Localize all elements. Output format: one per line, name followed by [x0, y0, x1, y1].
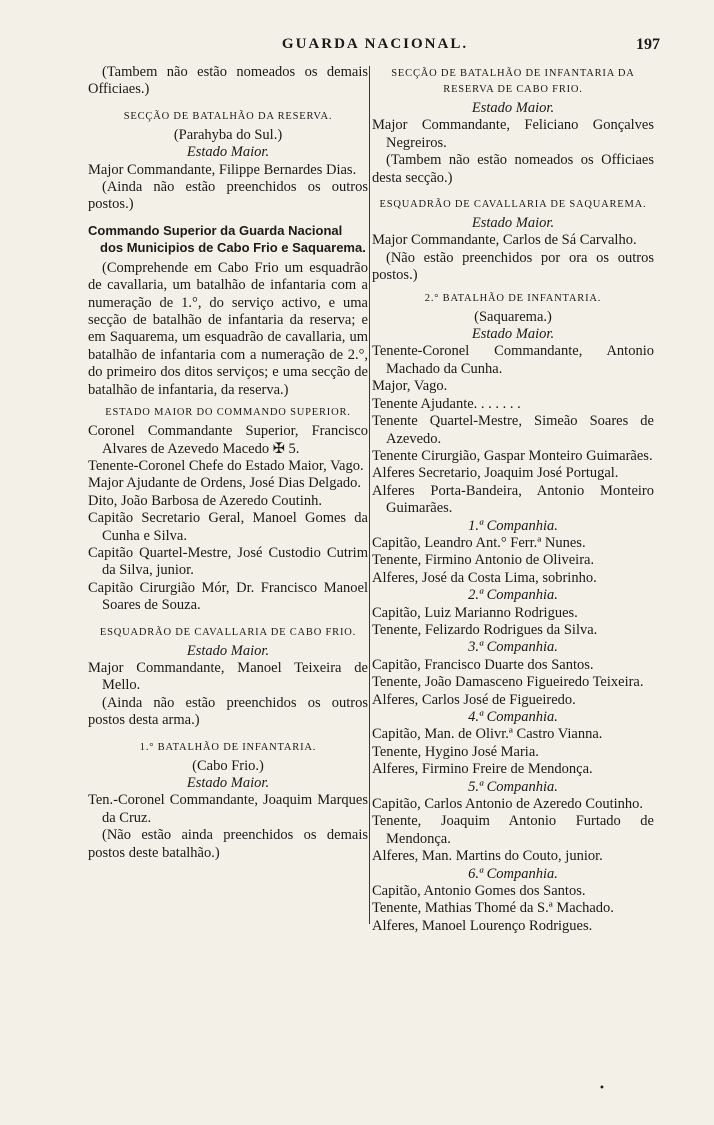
roster-entry: Alferes, Manoel Lourenço Rodrigues. [372, 917, 593, 934]
roster-entry: Major Commandante, Carlos de Sá Carvalho. [372, 232, 637, 249]
roster-entry: Major Commandante, Filippe Bernardes Dias. [88, 161, 357, 178]
roster-entry: Capitão, Francisco Duarte dos Santos. [372, 656, 594, 673]
roster-entry: Dito, João Barbosa de Azeredo Coutinh. [88, 492, 322, 509]
section-heading: ESQUADRÃO DE CAVALLARIA DE CABO FRIO. [99, 626, 357, 638]
subheading: Estado Maior. [471, 215, 555, 232]
company-heading: 3.ª Companhia. [468, 639, 558, 656]
roster-entry: Capitão Quartel-Mestre, José Custodio Cutrim da Silva, junior. [88, 544, 368, 579]
note: (Ainda não estão preenchidos os outros postos.) [88, 179, 368, 213]
subheading: Estado Maior. [186, 144, 270, 161]
roster-entry: Coronel Commandante Superior, Francisco Alvares de Azevedo Macedo ✠ 5. [88, 423, 368, 457]
section-heading: ESQUADRÃO DE CAVALLARIA DE SAQUAREMA. [379, 199, 647, 211]
roster-entry: Alferes Porta-Bandeira, Antonio Monteiro Guimarães. [372, 482, 654, 517]
roster-entry: Capitão, Luiz Marianno Rodrigues. [372, 604, 578, 621]
section-heading: 1.° BATALHÃO DE INFANTARIA. [139, 741, 317, 753]
section-heading: Commando Superior da Guarda Nacional dos Municipios de Cabo Frio e Saquarema. [88, 222, 366, 255]
roster-entry: Capitão, Man. de Olivr.ª Castro Vianna. [372, 726, 603, 743]
roster-entry: Capitão, Carlos Antonio de Azeredo Coutinho. [372, 796, 644, 813]
section-heading: SECÇÃO DE BATALHÃO DA RESERVA. [123, 110, 333, 122]
section-heading: 2.° BATALHÃO DE INFANTARIA. [424, 292, 602, 304]
page-number: 197 [636, 36, 660, 53]
page-header [90, 36, 660, 58]
roster-entry: Capitão, Antonio Gomes dos Santos. [372, 883, 586, 900]
roster-entry: Tenente, Hygino José Maria. [372, 743, 539, 760]
right-column [372, 64, 654, 935]
subheading: Estado Maior. [186, 775, 270, 791]
roster-entry: Major Commandante, Manoel Teixeira de Mello. [88, 659, 368, 694]
place-label: (Cabo Frio.) [192, 757, 264, 774]
left-column [88, 64, 368, 862]
roster-entry: Alferes, Man. Martins do Couto, junior. [372, 848, 603, 865]
place-label: (Saquarema.) [474, 308, 552, 325]
roster-entry: Ten.-Coronel Commandante, Joaquim Marques da Cruz. [88, 792, 368, 826]
subheading: Estado Maior. [471, 100, 555, 116]
company-heading: 4.ª Companhia. [468, 709, 558, 725]
roster-entry: Alferes, Firmino Freire de Mendonça. [372, 761, 593, 778]
roster-entry: Tenente Cirurgião, Gaspar Monteiro Guimarães. [372, 447, 653, 464]
roster-entry: Major Commandante, Feliciano Gonçalves Negreiros. [372, 117, 654, 151]
roster-entry: Capitão, Leandro Ant.° Ferr.ª Nunes. [372, 534, 586, 551]
company-heading: 5.ª Companhia. [468, 778, 558, 795]
place-label: (Parahyba do Sul.) [173, 126, 283, 143]
note: (Tambem não estão nomeados os Officiaes desta secção.) [372, 152, 654, 186]
description-paragraph: (Comprehende em Cabo Frio um esquadrão de cavallaria, um batalhão de infantaria com a numeração de 1.°, do serviço activo, e uma secção de batalhão de infantaria da reserva; e em Saquarema, um esquadrão de cavallaria, um batalhão de infantaria com a numeração de 2.°, do primeiro dos ditos serviços; e uma secção de batalhão de infantaria, da reserva.) [88, 259, 368, 398]
subheading: Estado Maior. [471, 326, 555, 343]
company-heading: 2.ª Companhia. [468, 587, 558, 604]
section-heading: ESTADO MAIOR DO COMMANDO SUPERIOR. [105, 407, 351, 419]
note: (Tambem não estão nomeados os demais Officiaes.) [88, 64, 368, 98]
roster-entry: Tenente-Coronel Commandante, Antonio Machado da Cunha. [372, 343, 654, 377]
roster-entry: Tenente, João Damasceno Figueiredo Teixeira. [372, 674, 644, 691]
subheading: Estado Maior. [186, 642, 270, 659]
footer-mark: • [599, 1083, 605, 1094]
roster-entry: Tenente, Firmino Antonio de Oliveira. [372, 552, 595, 569]
roster-entry: Tenente, Felizardo Rodrigues da Silva. [372, 621, 598, 638]
section-heading: SECÇÃO DE BATALHÃO DE INFANTARIA DA RESERVA DE CABO FRIO. [391, 68, 635, 95]
note: (Não estão preenchidos por ora os outros postos.) [372, 249, 654, 284]
roster-entry: Major Ajudante de Ordens, José Dias Delgado. [88, 475, 362, 492]
roster-entry: Capitão Secretario Geral, Manoel Gomes da Cunha e Silva. [88, 510, 368, 544]
roster-entry: Tenente Ajudante. . . . . . . [372, 395, 521, 412]
roster-entry: Tenente, Mathias Thomé da S.ª Machado. [372, 900, 614, 917]
roster-entry: Alferes, Carlos José de Figueiredo. [372, 691, 576, 708]
note: (Ainda não estão preenchidos os outros postos desta arma.) [88, 694, 368, 729]
note: (Não estão ainda preenchidos os demais postos deste batalhão.) [88, 827, 368, 861]
roster-entry: Major, Vago. [372, 378, 448, 395]
roster-entry: Tenente-Coronel Chefe do Estado Maior, Vago. [88, 457, 364, 474]
company-heading: 1.ª Companhia. [468, 517, 558, 534]
column-rule [369, 66, 370, 924]
roster-entry: Alferes, José da Costa Lima, sobrinho. [372, 569, 597, 586]
company-heading: 6.ª Companhia. [468, 865, 558, 882]
roster-entry: Tenente, Joaquim Antonio Furtado de Mendonça. [372, 813, 654, 847]
roster-entry: Tenente Quartel-Mestre, Simeão Soares de Azevedo. [372, 413, 654, 447]
running-title: GUARDA NACIONAL. [281, 36, 469, 52]
roster-entry: Alferes Secretario, Joaquim José Portugal. [372, 465, 619, 482]
roster-entry: Capitão Cirurgião Mór, Dr. Francisco Manoel Soares de Souza. [88, 579, 368, 614]
